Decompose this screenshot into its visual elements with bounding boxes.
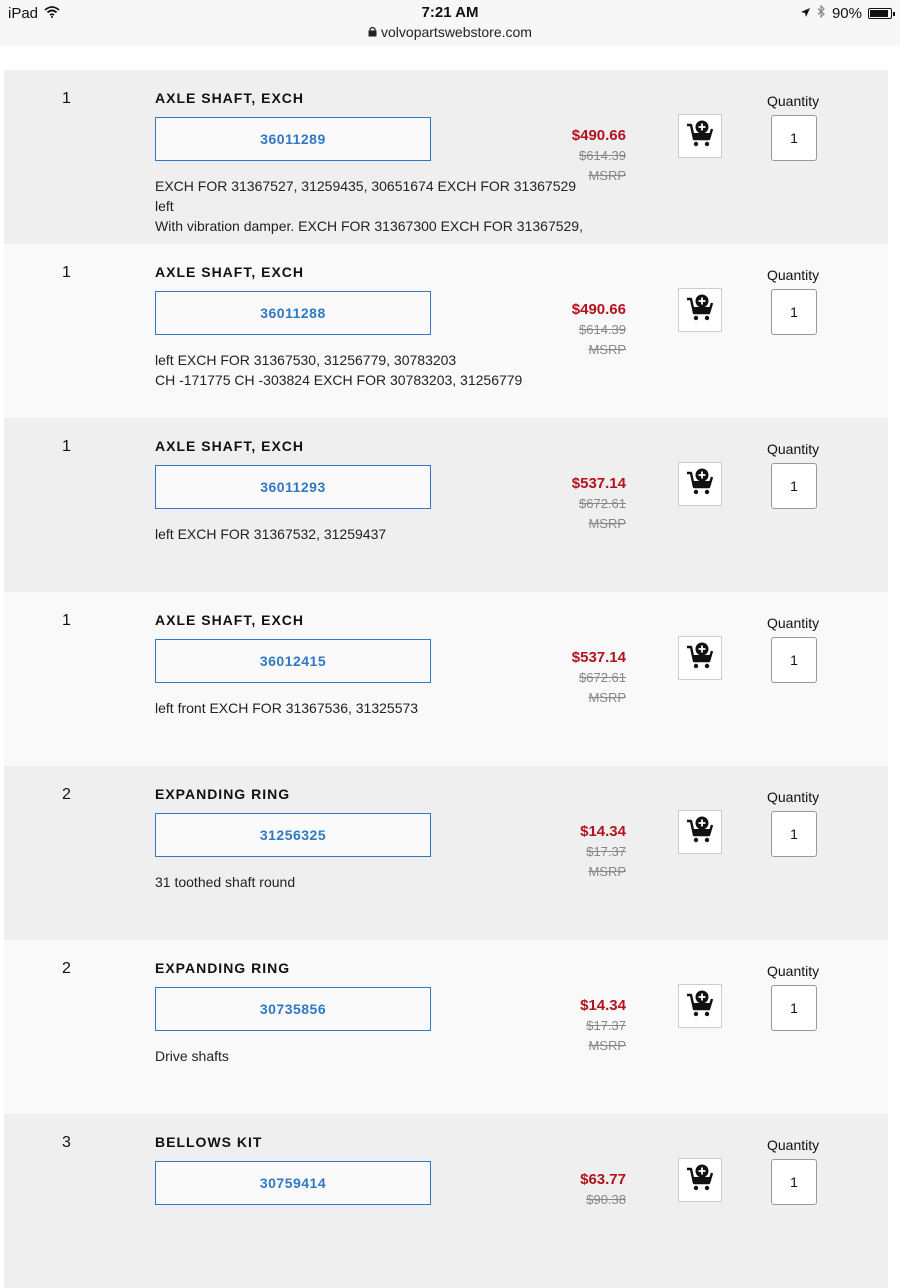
line-quantity: 1 (62, 612, 71, 629)
location-arrow-icon (800, 5, 811, 22)
part-description (155, 176, 583, 236)
address-bar[interactable] (0, 24, 900, 40)
original-price: $17.37 (586, 1018, 626, 1033)
original-price: $17.37 (586, 844, 626, 859)
list-item (4, 592, 888, 766)
battery-icon (868, 8, 892, 19)
description-line: left (155, 198, 174, 214)
list-item (4, 1114, 888, 1288)
quantity-input[interactable] (771, 289, 817, 335)
add-to-cart-button[interactable] (678, 636, 722, 680)
device-name: iPad (8, 5, 39, 22)
line-quantity: 3 (62, 1134, 71, 1151)
price-block (580, 1170, 626, 1210)
add-to-cart-icon (685, 815, 715, 850)
add-to-cart-button[interactable] (678, 1158, 722, 1202)
bluetooth-icon (817, 5, 826, 22)
original-price: $614.39 (579, 148, 626, 163)
price-block (580, 996, 626, 1056)
description-line: With vibration damper. EXCH FOR 31367300 EXCH FOR 31367529, (155, 218, 583, 234)
list-item (4, 244, 888, 418)
list-item (4, 940, 888, 1114)
original-price: $672.61 (579, 670, 626, 685)
quantity-label: Quantity (767, 615, 820, 631)
part-description (155, 1046, 229, 1066)
original-price: $614.39 (579, 322, 626, 337)
msrp-label: MSRP (588, 516, 626, 531)
line-quantity: 1 (62, 90, 71, 107)
line-quantity: 1 (62, 438, 71, 455)
part-title: AXLE SHAFT, EXCH (155, 264, 305, 280)
url-text: volvopartswebstore.com (381, 24, 532, 40)
description-line: 31 toothed shaft round (155, 874, 296, 890)
add-to-cart-icon (685, 293, 715, 328)
part-title: AXLE SHAFT, EXCH (155, 438, 305, 454)
sale-price: $490.66 (571, 127, 626, 144)
sale-price: $63.77 (580, 1171, 626, 1188)
msrp-label: MSRP (588, 864, 626, 879)
price-block (572, 126, 626, 186)
add-to-cart-button[interactable] (678, 984, 722, 1028)
original-price: $90.38 (586, 1192, 626, 1207)
list-item (4, 70, 888, 244)
list-item (4, 766, 888, 940)
quantity-label: Quantity (767, 963, 820, 979)
description-line: left EXCH FOR 31367530, 31256779, 30783203 (155, 352, 457, 368)
part-title: BELLOWS KIT (155, 1134, 263, 1150)
add-to-cart-icon (685, 467, 715, 502)
part-description (155, 350, 522, 390)
part-description (155, 524, 386, 544)
quantity-label: Quantity (767, 441, 820, 457)
add-to-cart-icon (685, 1163, 715, 1198)
part-number-button[interactable]: 36011288 (155, 291, 431, 335)
description-line: EXCH FOR 31367527, 31259435, 30651674 EXCH FOR 31367529 (155, 178, 577, 194)
quantity-input[interactable] (771, 637, 817, 683)
part-description (155, 872, 295, 892)
part-title: EXPANDING RING (155, 786, 291, 802)
msrp-label: MSRP (588, 1038, 626, 1053)
part-number-button[interactable]: 36012415 (155, 639, 431, 683)
list-item (4, 418, 888, 592)
quantity-input[interactable] (771, 985, 817, 1031)
battery-percent: 90% (831, 5, 862, 22)
line-quantity: 2 (62, 960, 71, 977)
add-to-cart-icon (685, 119, 715, 154)
part-description (155, 698, 418, 718)
price-block (572, 648, 626, 708)
sale-price: $490.66 (571, 301, 626, 318)
part-number-button[interactable]: 36011289 (155, 117, 431, 161)
description-line: left EXCH FOR 31367532, 31259437 (155, 526, 387, 542)
add-to-cart-button[interactable] (678, 810, 722, 854)
add-to-cart-button[interactable] (678, 114, 722, 158)
sale-price: $537.14 (571, 475, 626, 492)
quantity-label: Quantity (767, 789, 820, 805)
quantity-label: Quantity (767, 267, 820, 283)
status-right (800, 5, 892, 22)
sale-price: $14.34 (580, 823, 626, 840)
line-quantity: 2 (62, 786, 71, 803)
lock-icon (368, 26, 377, 40)
original-price: $672.61 (579, 496, 626, 511)
add-to-cart-icon (685, 641, 715, 676)
sale-price: $14.34 (580, 997, 626, 1014)
price-block (572, 474, 626, 534)
status-time: 7:21 AM (421, 4, 479, 21)
part-number-button[interactable]: 30735856 (155, 987, 431, 1031)
quantity-label: Quantity (767, 1137, 820, 1153)
status-bar (0, 0, 900, 46)
part-number-button[interactable]: 31256325 (155, 813, 431, 857)
quantity-label: Quantity (767, 93, 820, 109)
price-block (572, 300, 626, 360)
parts-list (4, 70, 888, 1288)
msrp-label: MSRP (588, 168, 626, 183)
part-number-button[interactable]: 30759414 (155, 1161, 431, 1205)
sale-price: $537.14 (571, 649, 626, 666)
msrp-label: MSRP (588, 342, 626, 357)
description-line: CH -171775 CH -303824 EXCH FOR 30783203, 31256779 (155, 372, 523, 388)
description-line: left front EXCH FOR 31367536, 31325573 (155, 700, 419, 716)
part-title: AXLE SHAFT, EXCH (155, 90, 305, 106)
quantity-input[interactable] (771, 811, 817, 857)
quantity-input[interactable] (771, 115, 817, 161)
add-to-cart-button[interactable] (678, 288, 722, 332)
quantity-input[interactable] (771, 463, 817, 509)
part-title: EXPANDING RING (155, 960, 291, 976)
price-block (580, 822, 626, 882)
description-line: Drive shafts (155, 1048, 229, 1064)
line-quantity: 1 (62, 264, 71, 281)
part-number-button[interactable]: 36011293 (155, 465, 431, 509)
part-title: AXLE SHAFT, EXCH (155, 612, 305, 628)
msrp-label: MSRP (588, 690, 626, 705)
quantity-input[interactable] (771, 1159, 817, 1205)
add-to-cart-icon (685, 989, 715, 1024)
add-to-cart-button[interactable] (678, 462, 722, 506)
